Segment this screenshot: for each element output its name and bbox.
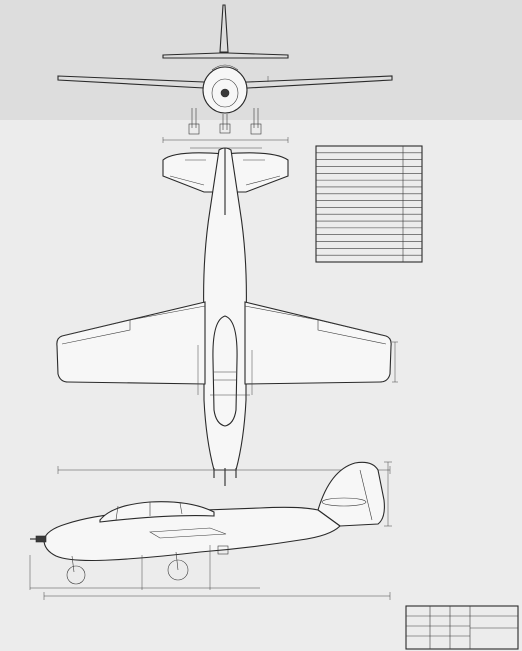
side-view-nose-gun bbox=[36, 536, 46, 542]
top-view-canopy bbox=[213, 316, 237, 426]
spec-table-frame bbox=[316, 146, 422, 262]
side-view-height-dimension bbox=[384, 462, 392, 526]
side-view bbox=[30, 462, 392, 600]
spec-table bbox=[316, 146, 422, 262]
top-view bbox=[57, 137, 398, 486]
title-block-grid bbox=[406, 606, 518, 649]
front-view-nose-cone bbox=[221, 89, 229, 97]
side-view-overall-length-dimension bbox=[44, 592, 390, 600]
wing-chord-dimension bbox=[392, 342, 398, 382]
tail-span-dimension-line bbox=[163, 137, 288, 143]
top-view-right-wing bbox=[245, 302, 391, 384]
top-view-left-wing bbox=[57, 302, 205, 384]
front-view-right-wheel bbox=[251, 124, 261, 134]
bleed-through-texture bbox=[0, 0, 522, 120]
side-view-nose-wheel bbox=[67, 566, 85, 584]
side-view-fin bbox=[318, 462, 384, 526]
top-view-nose-probes bbox=[214, 468, 236, 486]
front-view-nose-wheel bbox=[220, 124, 230, 133]
front-view-left-wheel bbox=[189, 124, 199, 134]
title-block bbox=[406, 606, 518, 649]
title-block-frame bbox=[406, 606, 518, 649]
